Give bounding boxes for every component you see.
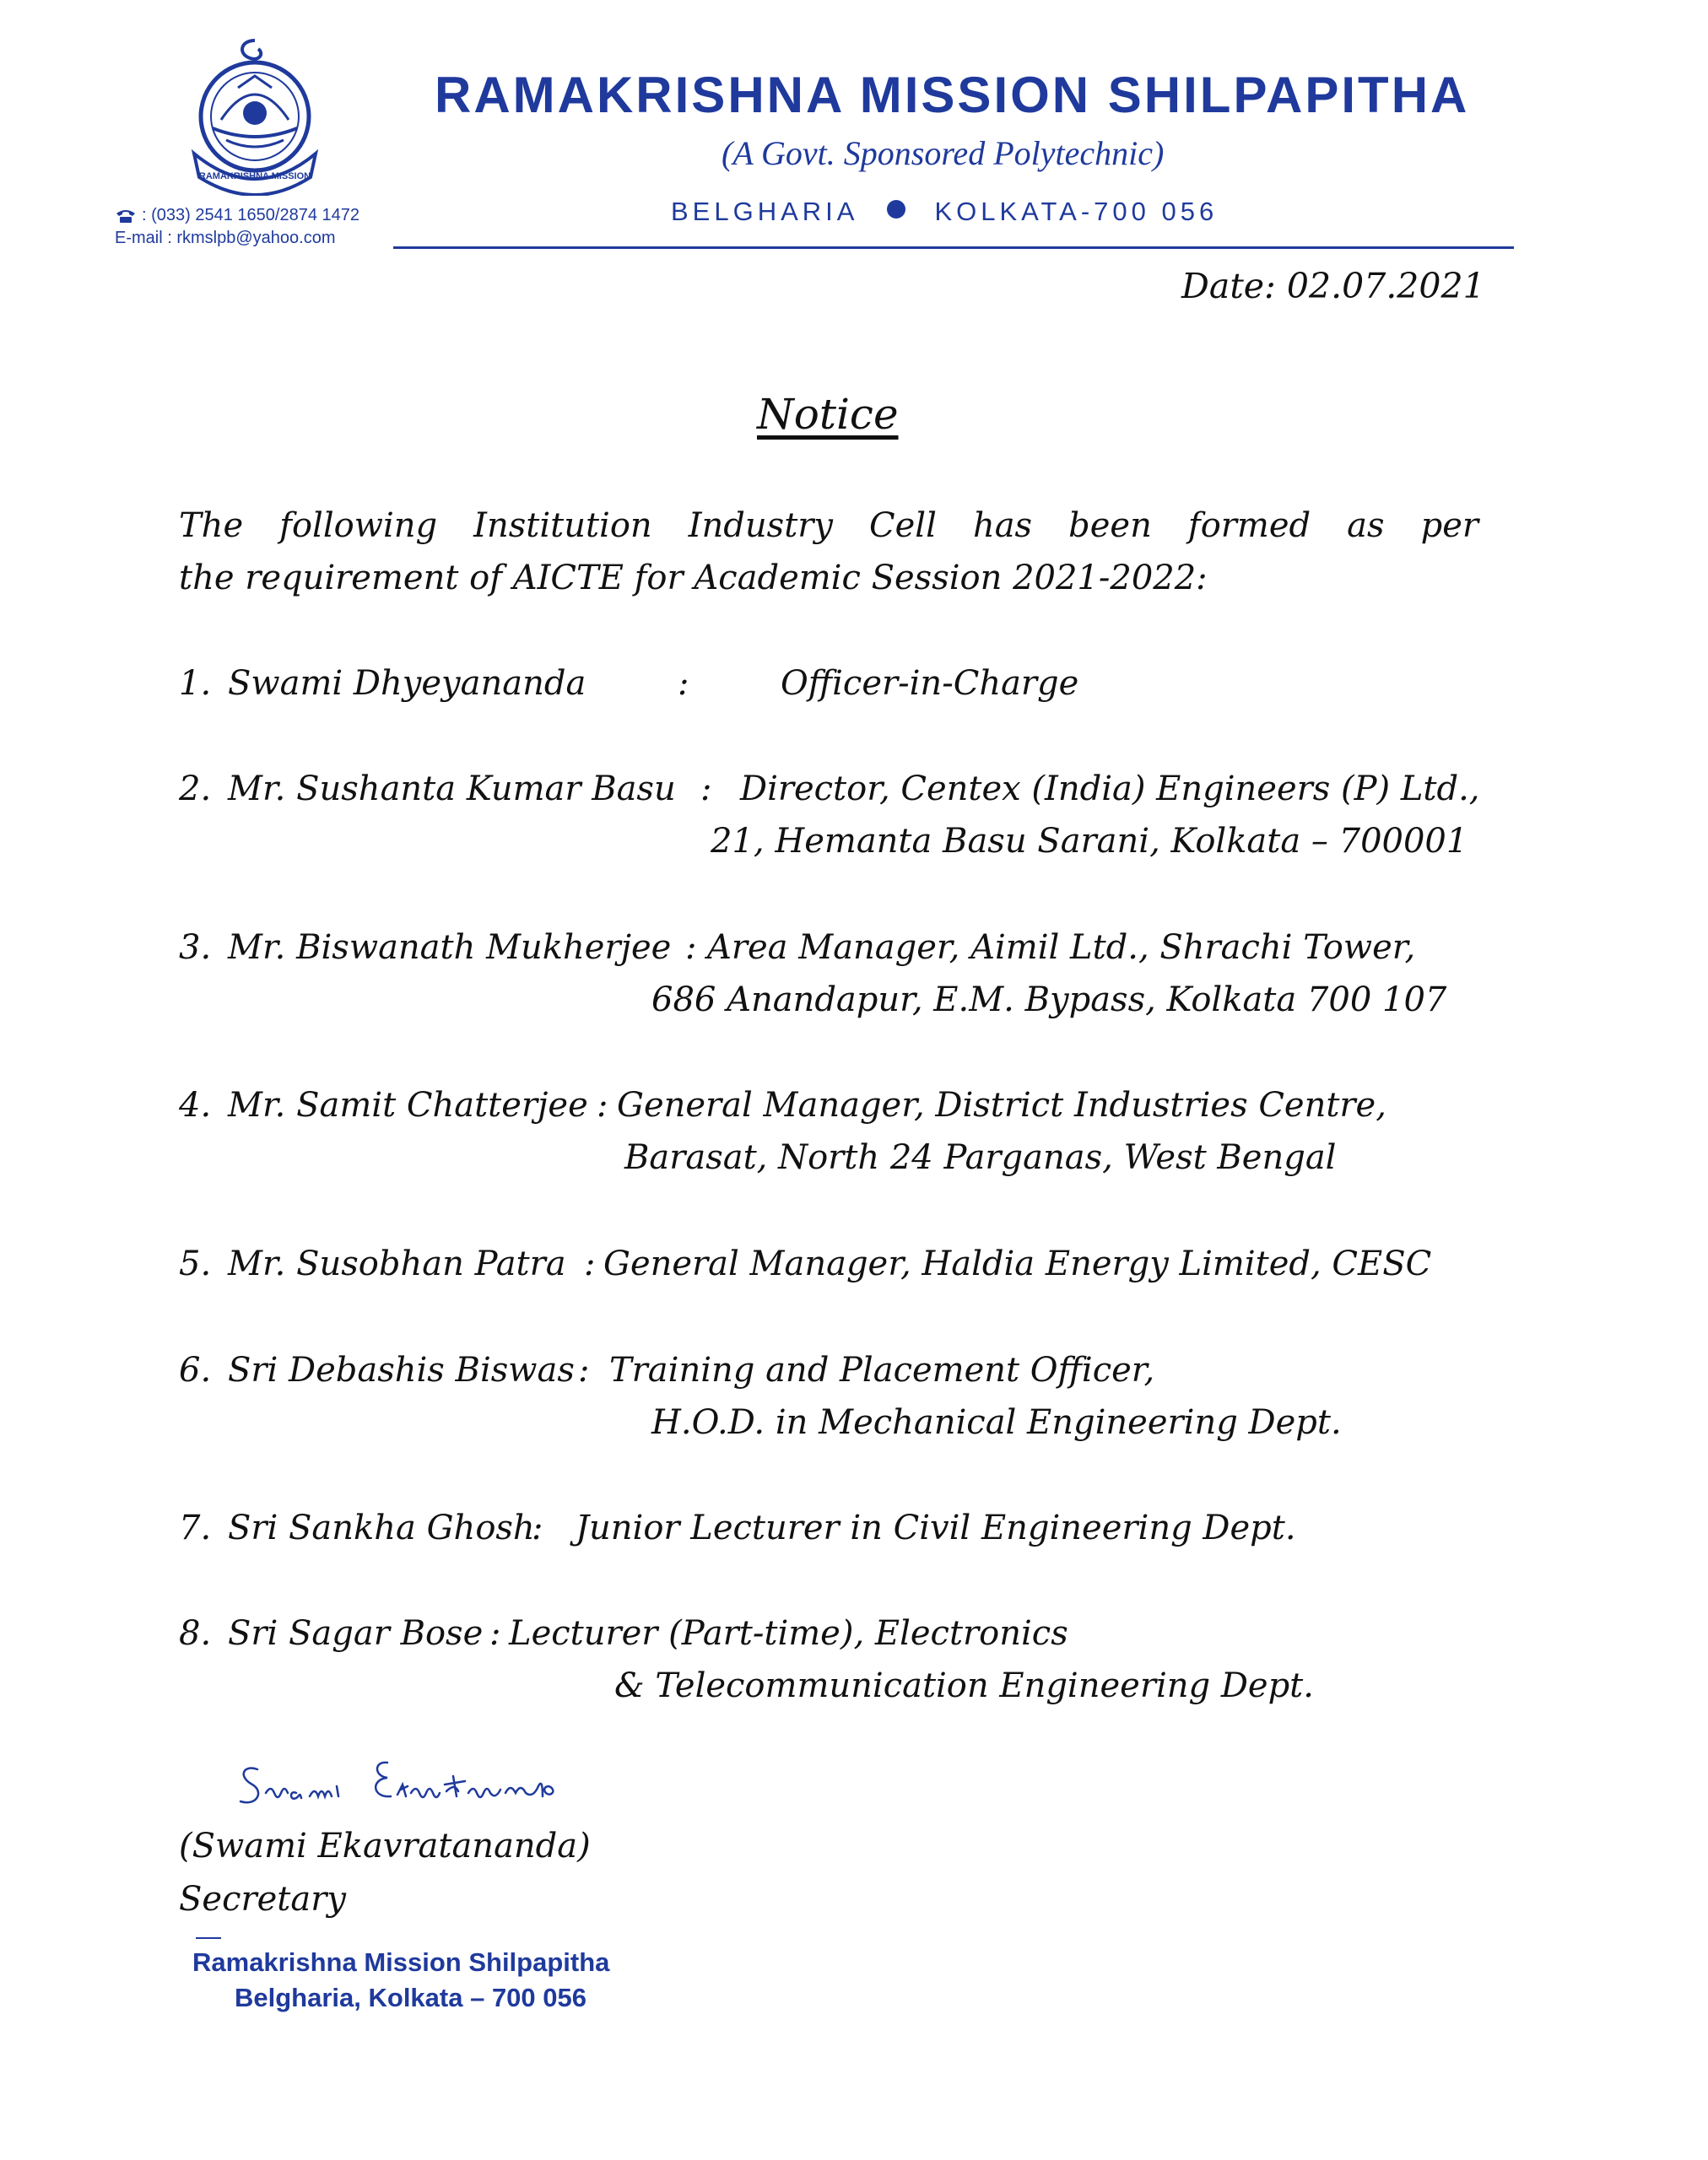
member-number: 5. xyxy=(179,1245,212,1283)
member-number: 7. xyxy=(179,1509,212,1547)
member-role: General Manager, Haldia Energy Limited, CESC xyxy=(603,1245,1432,1283)
member-role: Training and Placement Officer, xyxy=(609,1351,1155,1390)
member-role: Director, Centex (India) Engineers (P) Ltd., xyxy=(740,770,1480,808)
member-name: Mr. Biswanath Mukherjee xyxy=(228,928,672,967)
member-separator: : xyxy=(597,1086,608,1125)
member-role-continued: H.O.D. in Mechanical Engineering Dept. xyxy=(651,1403,1342,1442)
member-role-continued: 686 Anandapur, E.M. Bypass, Kolkata 700 107 xyxy=(651,980,1447,1019)
member-name: Mr. Samit Chatterjee xyxy=(228,1086,588,1125)
phone-number: : (033) 2541 1650/2874 1472 xyxy=(142,206,359,224)
member-separator: : xyxy=(532,1509,543,1547)
member-name: Sri Sagar Bose xyxy=(228,1614,484,1653)
member-role: Junior Lecturer in Civil Engineering Dept. xyxy=(576,1509,1296,1547)
org-subtitle: (A Govt. Sponsored Polytechnic) xyxy=(722,134,1165,172)
bullet-dot-icon xyxy=(887,200,905,219)
address-locality: BELGHARIA xyxy=(671,197,859,226)
member-name: Sri Debashis Biswas xyxy=(228,1351,575,1390)
logo-ribbon-text: RAMAKRISHNA MISSION xyxy=(198,171,311,181)
member-role: Officer-in-Charge xyxy=(781,664,1079,703)
member-name: Swami Dhyeyananda xyxy=(228,664,586,703)
member-role: General Manager, District Industries Centre, xyxy=(617,1086,1386,1125)
signatory-title: Secretary xyxy=(179,1880,346,1919)
member-name: Sri Sankha Ghosh xyxy=(228,1509,535,1547)
institution-logo xyxy=(187,35,322,196)
member-separator: : xyxy=(678,664,689,703)
member-role-continued: 21, Hemanta Basu Sarani, Kolkata – 700001 xyxy=(711,822,1468,861)
member-name: Mr. Sushanta Kumar Basu xyxy=(228,770,676,808)
stamp-address: Belgharia, Kolkata – 700 056 xyxy=(235,1983,587,2012)
member-separator: : xyxy=(578,1351,590,1390)
member-role: Lecturer (Part-time), Electronics xyxy=(509,1614,1068,1653)
handwritten-signature xyxy=(232,1751,620,1818)
org-address xyxy=(671,197,1218,227)
member-role-continued: & Telecommunication Engineering Dept. xyxy=(614,1666,1314,1705)
intro-line-2: the requirement of AICTE for Academic Session 2021-2022: xyxy=(179,559,1208,597)
header-divider xyxy=(393,246,1514,249)
member-separator: : xyxy=(700,770,712,808)
signatory-name: (Swami Ekavratananda) xyxy=(179,1827,591,1866)
member-number: 4. xyxy=(179,1086,212,1125)
member-number: 6. xyxy=(179,1351,212,1390)
intro-line-1: The following Institution Industry Cell has been formed as per xyxy=(179,506,1478,545)
notice-date: Date: 02.07.2021 xyxy=(1181,266,1485,306)
address-city: KOLKATA-700 056 xyxy=(934,197,1219,226)
email-address: E-mail : rkmslpb@yahoo.com xyxy=(115,229,336,247)
member-number: 1. xyxy=(179,664,212,703)
notice-title: Notice xyxy=(757,390,899,439)
member-name: Mr. Susobhan Patra xyxy=(228,1245,566,1283)
telephone-icon xyxy=(115,208,137,224)
member-separator: : xyxy=(685,928,697,967)
member-separator: : xyxy=(584,1245,596,1283)
org-name: RAMAKRISHNA MISSION SHILPAPITHA xyxy=(435,67,1470,123)
stamp-org-name: Ramakrishna Mission Shilpapitha xyxy=(192,1947,610,1977)
stamp-mark xyxy=(196,1937,221,1939)
member-role-continued: Barasat, North 24 Parganas, West Bengal xyxy=(624,1138,1337,1177)
contact-info xyxy=(115,204,359,250)
member-number: 8. xyxy=(179,1614,212,1653)
member-number: 3. xyxy=(179,928,212,967)
member-number: 2. xyxy=(179,770,212,808)
member-role: Area Manager, Aimil Ltd., Shrachi Tower, xyxy=(707,928,1416,967)
signature-text: Swami Ekavratananda xyxy=(232,1751,242,1752)
member-separator: : xyxy=(489,1614,501,1653)
